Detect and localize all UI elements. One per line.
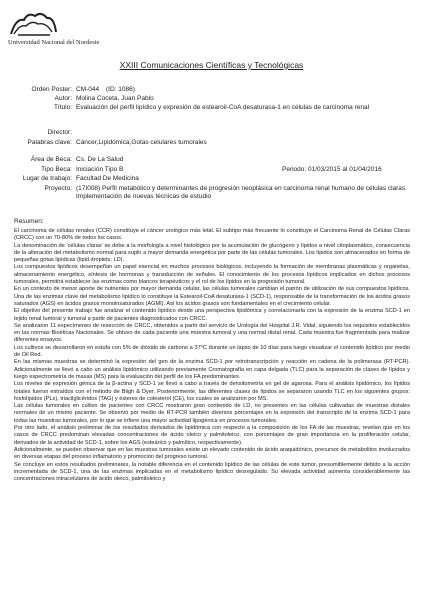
tipo-beca-value: Iniciación Tipo B	[76, 166, 124, 173]
resumen-paragraph: Adicionalmente, se pueden observar que en las muestras tumorales existe un elevado contenido de ácido araquidónico, precursor de metabolitos involucrados en diversas etapas del proceso inflamatorio y promoción del progreso tumoral.	[14, 446, 410, 461]
resumen-paragraph: En un contexto de menor aporte de nutrientes por mayor demanda celular, las células tumorales cambian el patrón de utilización de sus compuestos lipídicos. Una de las enzimas clave del metabolismo lipídico lo constituye la Estearoil-CoA desaturasa-1 (SCD-1), responsable de la transformación de los ácidos grasos saturados (AGS) en ácidos grasos monoinsaturados (AGMI). Así los ácidos grasos son fundamentales en el crecimiento celular.	[14, 286, 410, 307]
orden-poster-label: Orden Poster:	[31, 86, 72, 93]
orden-poster-value: CM-044	[76, 86, 100, 93]
resumen-body	[14, 228, 410, 483]
resumen-paragraph: Los compuestos lipídicos desempeñan un papel esencial en muchos procesos biológicos, incluyendo la formación de membranas plasmáticas y organelas, almacenamiento energético, síntesis de hormonas y transducción de señales. El conocimiento de los procesos lipídicos implicados en dichos procesos tumorales, permitirá establecer las enzimas como blancos terapéuticos y el rol de los lípidos en la progresión tumoral.	[14, 264, 410, 286]
event-title: XXIII Comunicaciones Científicas y Tecnológicas	[119, 60, 304, 70]
orden-poster-id: (ID: 1086)	[106, 86, 135, 93]
resumen-paragraph: El carcinoma de células renales (CCR) constituye el cáncer urológico más letal. El subtipo más frecuente lo constituye el Carcinoma Renal de Células Claras (CRCC) con un 70-80% de todos los casos.	[14, 228, 410, 242]
resumen-paragraph: Las células tumorales en cultivo de pacientes con CRCC mostraron gran contenido de LD, no presentes en las células cultivadas de muestras distales normales de un mismo paciente. Se observó por medio de RT-PCR también diversos porcentajes en la expresión del transcripto de la enzima SCD-1 para todas las muestras tumorales, por lo que se infiere una mayor actividad lipogénica en procesos tumorales.	[14, 403, 410, 424]
periodo-value: 01/03/2015 al 01/04/2016	[308, 166, 382, 173]
university-name: Universidad Nacional del Nordeste	[8, 39, 100, 46]
area-beca-label: Área de Beca:	[30, 156, 72, 163]
autor-label: Autor:	[54, 95, 72, 102]
palabras-clave-label: Palabras clave:	[27, 139, 72, 146]
director-label: Director:	[47, 129, 72, 136]
resumen-paragraph: Los niveles de expresión génica de la β-actina y SCD-1 se llevó a cabo a través de densitometría en gel de agarosa. Para el análisis lipidómico, los lípidos totales fueron extraídos con el método de Bligh & Dyer. Posteriormente, las diferentes clases de lípidos se separaron usando TLC en los siguientes grupos: fosfolípidos (PLs), triacilglicéridos (TAG) y ésteres de colesterol (CE), los cuales se analizaron por MS.	[14, 381, 410, 402]
university-seal-icon	[8, 8, 58, 38]
lugar-trabajo-value: Facultad De Medicina	[76, 175, 139, 182]
resumen-paragraph: Se concluye en estos resultados preliminares, la notable diferencia en el contenido lipídico de las células de este tumor, presumiblemente debido a la acción incrementada de SCD-1, una de las enzimas implicadas en el metabolismo lipídico desregulado. Su elevada actividad aumenta considerablemente las concentraciones intracelulares de ácido oleico, palmitoleico y	[14, 461, 410, 483]
resumen-paragraph: El objetivo del presente trabajo fue analizar el contenido lipídico desde una perspectiva lipidómica y correlacionarla con la expresión de la enzima SCD-1 en tejido renal tumoral y tumoral a partir de pacientes diagnosticados con CRCC.	[14, 308, 410, 322]
resumen-paragraph: Los cultivos se desarrollaron en estufa con 5% de dióxido de carbono a 37°C durante un lapso de 10 días para luego visualizar el contenido lipídico por medio de Oil Red.	[14, 344, 410, 359]
resumen-heading: Resumen:	[14, 218, 44, 225]
titulo-label: Título:	[53, 104, 72, 111]
area-beca-value: Cs. De La Salud	[76, 156, 124, 163]
proyecto-label: Proyecto:	[44, 185, 72, 192]
proyecto-value: (17I008) Perfil metabólico y determinantes de progresión neoplásica en carcinoma renal humano de células claras. Implementación de nuevas técnicas de estudio	[76, 185, 407, 200]
resumen-paragraph: La denominación de 'células claras' se debe a la morfología a nivel histológico por la acumulación de glucógeno y lípidos a nivel citoplasmático, consecuencia de la alteración del metabolismo normal para suplir a mayor demanda energética por parte de las células tumorales. Los lípidos son almacenados en forma de pequeñas gotas lipídicas (lipid droplets: LD).	[14, 242, 410, 264]
periodo-label: Periodo:	[282, 166, 307, 173]
resumen-paragraph: En las mismas muestras se determinó la expresión del gen de la enzima SCD-1 por retrotranscripción y reacción en cadena de la polimerasa (RT-PCR). Adicionalmente se llevó a cabo un análisis lipidómico utilizando previamente Cromatografía en capa delgada (TLC) para la separación de clases de lípidos y luego espectrometría de masas (MS) para la evaluación del perfil de los FA predominantes.	[14, 359, 410, 380]
titulo-value: Evaluación del perfil lipídico y expresión de estearoil-CoA desaturasa-1 en células de carcinoma renal	[76, 104, 370, 111]
university-logo	[8, 8, 100, 58]
resumen-paragraph: Se analizaron 11 especímenes de resección de CRCC, obtenidos a partir del servicio de Urología del Hospital J.R. Vidal, siguiendo los requisitos establecidos en las normas Bioéticas Nacionales. Se obtuvo de cada paciente una muestra tumoral y una normal distal renal. Cada muestra fue fragmentada para realizar diferentes ensayos.	[14, 322, 410, 344]
tipo-beca-label: Tipo Beca:	[41, 166, 72, 173]
lugar-trabajo-label: Lugar de trabajo:	[22, 175, 72, 182]
resumen-paragraph: Por otro lado, el análisis preliminar de los resultados derivados de lipidómica con respecto a la composición de los FA de las muestras, revelan que en los casos de CRCC predominan elevadas concentraciones de ácido oleico y palmitoleico, con porcentajes de gran importancia en la proliferación celular, derivados de la actividad de SCD-1, sobre los AGS (esteárico y palmítico, respectivamente).	[14, 425, 410, 446]
autor-value: Molina Coceta, Juan Pablo	[76, 95, 154, 102]
palabras-clave-value: Cáncer,Lipidómica,Gotas celulares tumorales	[76, 139, 207, 146]
